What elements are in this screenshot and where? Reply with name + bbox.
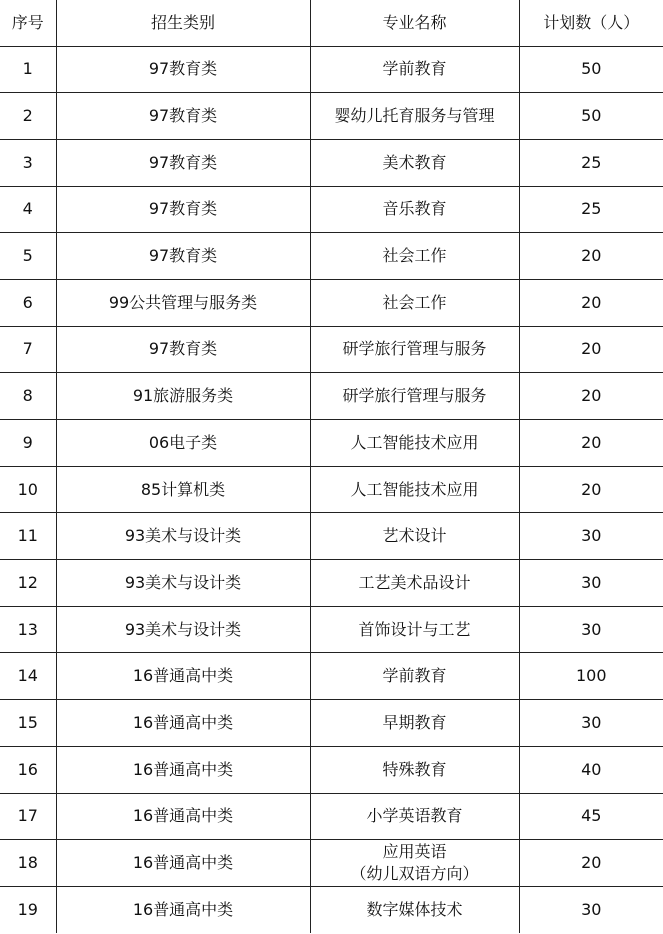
- table-row: [0, 746, 663, 793]
- row-plan: 100: [519, 653, 663, 700]
- header-plan: 计划数（人）: [519, 0, 663, 46]
- row-category: 16普通高中类: [56, 746, 310, 793]
- row-major: 人工智能技术应用: [310, 420, 519, 467]
- row-category: 97教育类: [56, 46, 310, 93]
- row-plan: 20: [519, 373, 663, 420]
- row-index: 6: [0, 279, 56, 326]
- row-major: 社会工作: [310, 279, 519, 326]
- row-major: 人工智能技术应用: [310, 466, 519, 513]
- table-row: [0, 700, 663, 747]
- row-plan: 30: [519, 606, 663, 653]
- row-category: 99公共管理与服务类: [56, 279, 310, 326]
- row-plan: 20: [519, 279, 663, 326]
- row-major: 研学旅行管理与服务: [310, 326, 519, 373]
- row-major: 特殊教育: [310, 746, 519, 793]
- row-plan: 25: [519, 186, 663, 233]
- row-index: 5: [0, 233, 56, 280]
- row-major: 研学旅行管理与服务: [310, 373, 519, 420]
- table-row: [0, 139, 663, 186]
- row-category: 16普通高中类: [56, 886, 310, 933]
- row-plan: 20: [519, 326, 663, 373]
- header-major: 专业名称: [310, 0, 519, 46]
- row-major: 婴幼儿托育服务与管理: [310, 93, 519, 140]
- row-major: 早期教育: [310, 700, 519, 747]
- row-index: 12: [0, 560, 56, 607]
- row-category: 93美术与设计类: [56, 606, 310, 653]
- row-index: 14: [0, 653, 56, 700]
- row-plan: 25: [519, 139, 663, 186]
- row-plan: 30: [519, 560, 663, 607]
- row-major: 艺术设计: [310, 513, 519, 560]
- row-major: 小学英语教育: [310, 793, 519, 840]
- row-category: 97教育类: [56, 139, 310, 186]
- row-category: 16普通高中类: [56, 793, 310, 840]
- table-row: [0, 886, 663, 933]
- row-plan: 50: [519, 93, 663, 140]
- table-row: [0, 233, 663, 280]
- row-plan: 30: [519, 886, 663, 933]
- row-index: 17: [0, 793, 56, 840]
- row-plan: 20: [519, 466, 663, 513]
- row-index: 19: [0, 886, 56, 933]
- row-major: 美术教育: [310, 139, 519, 186]
- table-row: [0, 93, 663, 140]
- row-index: 9: [0, 420, 56, 467]
- row-major: 数字媒体技术: [310, 886, 519, 933]
- table-row: [0, 420, 663, 467]
- table-row: [0, 373, 663, 420]
- table-row: [0, 46, 663, 93]
- table-row: [0, 186, 663, 233]
- row-index: 15: [0, 700, 56, 747]
- row-category: 97教育类: [56, 326, 310, 373]
- table-row: [0, 606, 663, 653]
- row-major: 音乐教育: [310, 186, 519, 233]
- row-index: 10: [0, 466, 56, 513]
- table-row: [0, 326, 663, 373]
- row-category: 16普通高中类: [56, 840, 310, 887]
- row-plan: 30: [519, 513, 663, 560]
- row-major: 首饰设计与工艺: [310, 606, 519, 653]
- table-row: [0, 653, 663, 700]
- table-row: [0, 513, 663, 560]
- row-major: 学前教育: [310, 653, 519, 700]
- row-major: 社会工作: [310, 233, 519, 280]
- row-category: 93美术与设计类: [56, 513, 310, 560]
- row-index: 1: [0, 46, 56, 93]
- row-major: 工艺美术品设计: [310, 560, 519, 607]
- row-category: 93美术与设计类: [56, 560, 310, 607]
- row-major: 应用英语 （幼儿双语方向）: [310, 840, 519, 887]
- row-index: 2: [0, 93, 56, 140]
- row-category: 85计算机类: [56, 466, 310, 513]
- row-plan: 30: [519, 700, 663, 747]
- row-index: 16: [0, 746, 56, 793]
- row-index: 18: [0, 840, 56, 887]
- table-row: [0, 560, 663, 607]
- table-row: [0, 279, 663, 326]
- row-category: 97教育类: [56, 233, 310, 280]
- row-category: 91旅游服务类: [56, 373, 310, 420]
- table-row: [0, 840, 663, 887]
- header-category: 招生类别: [56, 0, 310, 46]
- row-major: 学前教育: [310, 46, 519, 93]
- row-index: 3: [0, 139, 56, 186]
- row-category: 06电子类: [56, 420, 310, 467]
- row-index: 11: [0, 513, 56, 560]
- row-category: 97教育类: [56, 186, 310, 233]
- row-plan: 40: [519, 746, 663, 793]
- row-plan: 45: [519, 793, 663, 840]
- table-body: [0, 46, 663, 933]
- table-row: [0, 466, 663, 513]
- row-index: 8: [0, 373, 56, 420]
- header-index: 序号: [0, 0, 56, 46]
- row-plan: 20: [519, 420, 663, 467]
- row-plan: 20: [519, 233, 663, 280]
- header-row: [0, 0, 663, 46]
- row-category: 16普通高中类: [56, 700, 310, 747]
- row-index: 4: [0, 186, 56, 233]
- row-plan: 50: [519, 46, 663, 93]
- row-category: 16普通高中类: [56, 653, 310, 700]
- row-index: 13: [0, 606, 56, 653]
- row-plan: 20: [519, 840, 663, 887]
- row-category: 97教育类: [56, 93, 310, 140]
- row-index: 7: [0, 326, 56, 373]
- table-row: [0, 793, 663, 840]
